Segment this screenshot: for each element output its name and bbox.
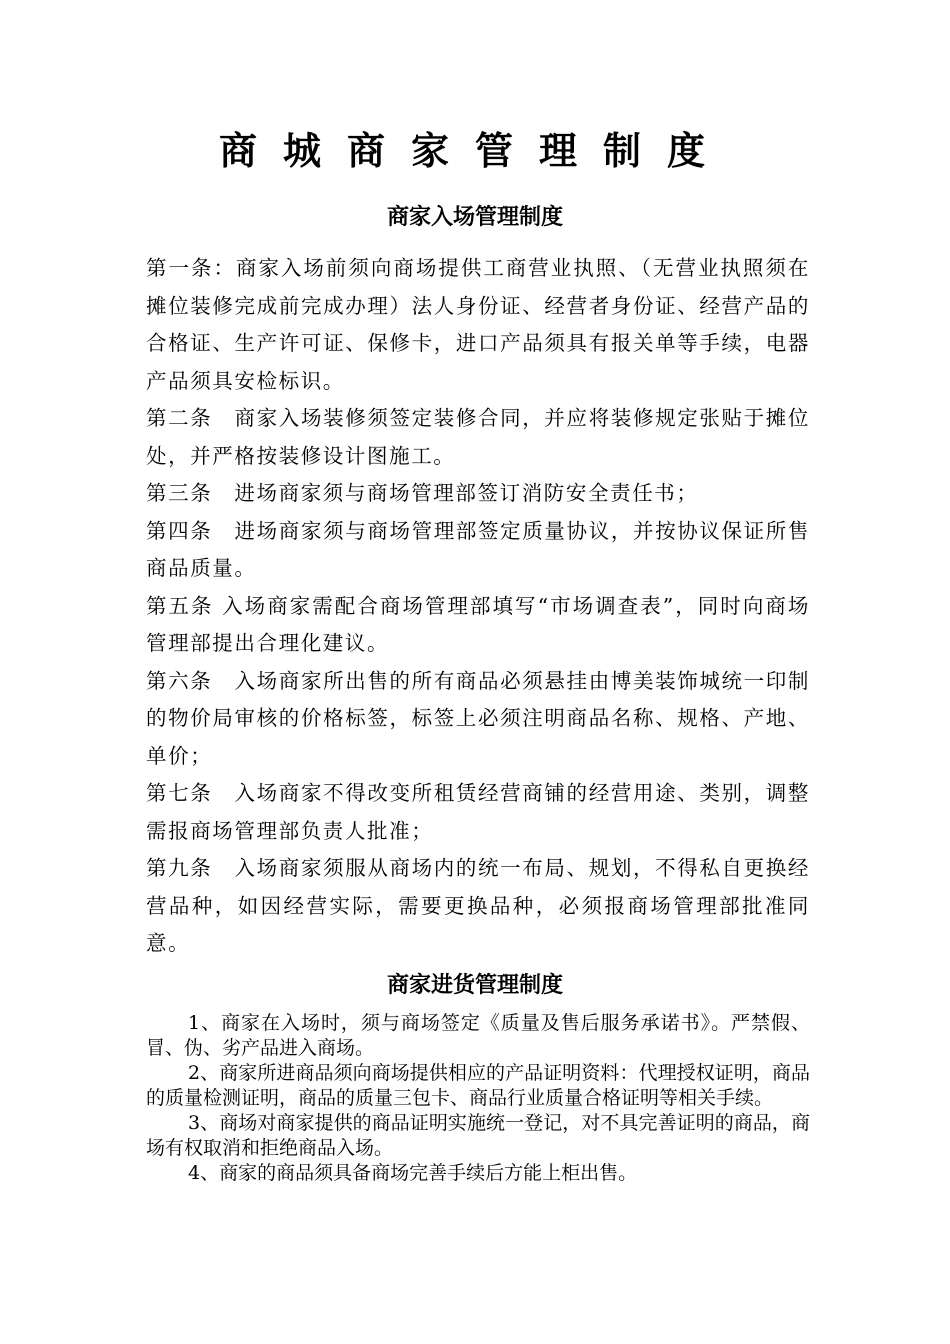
purchase-item-4: 4、商家的商品须具备商场完善手续后方能上柜出售。 [188, 1162, 638, 1184]
purchase-item-2: 2、商家所进商品须向商场提供相应的产品证明资料：代理授权证明，商品的质量检测证明，商品的质量三包卡、商品行业质量合格证明等相关手续。 [146, 1062, 810, 1109]
purchase-management-items [146, 1011, 810, 1186]
article-4: 第四条 进场商家须与商场管理部签定质量协议，并按协议保证所售商品质量。 [146, 518, 810, 580]
article-1: 第一条：商家入场前须向商场提供工商营业执照、（无营业执照须在摊位装修完成前完成办理）法人身份证、经营者身份证、经营产品的合格证、生产许可证、保修卡，进口产品须具有报关单等手续，电器产品须具安检标识。 [146, 256, 810, 393]
article-3: 第三条 进场商家须与商场管理部签订消防安全责任书； [146, 481, 699, 505]
section-heading-purchase-management: 商家进货管理制度 [386, 972, 563, 998]
entry-management-articles [146, 250, 810, 963]
document-title: 商城商家管理制度 [218, 128, 731, 173]
article-5: 第五条 入场商家需配合商场管理部填写“市场调查表”，同时向商场管理部提出合理化建议。 [146, 593, 810, 655]
purchase-item-1: 1、商家在入场时，须与商场签定《质量及售后服务承诺书》。严禁假、冒、伪、劣产品进入商场。 [146, 1012, 810, 1059]
article-7: 第七条 入场商家不得改变所租赁经营商铺的经营用途、类别，调整需报商场管理部负责人批准； [146, 781, 810, 843]
purchase-item-3: 3、商场对商家提供的商品证明实施统一登记，对不具完善证明的商品，商场有权取消和拒绝商品入场。 [146, 1112, 810, 1159]
article-2: 第二条 商家入场装修须签定装修合同，并应将装修规定张贴于摊位处，并严格按装修设计图施工。 [146, 406, 810, 468]
section-heading-entry-management: 商家入场管理制度 [386, 204, 563, 230]
article-6: 第六条 入场商家所出售的所有商品必须悬挂由博美装饰城统一印制的物价局审核的价格标签，标签上必须注明商品名称、规格、产地、单价； [146, 668, 810, 768]
article-9: 第九条 入场商家须服从商场内的统一布局、规划，不得私自更换经营品种，如因经营实际，需要更换品种，必须报商场管理部批准同意。 [146, 856, 810, 955]
